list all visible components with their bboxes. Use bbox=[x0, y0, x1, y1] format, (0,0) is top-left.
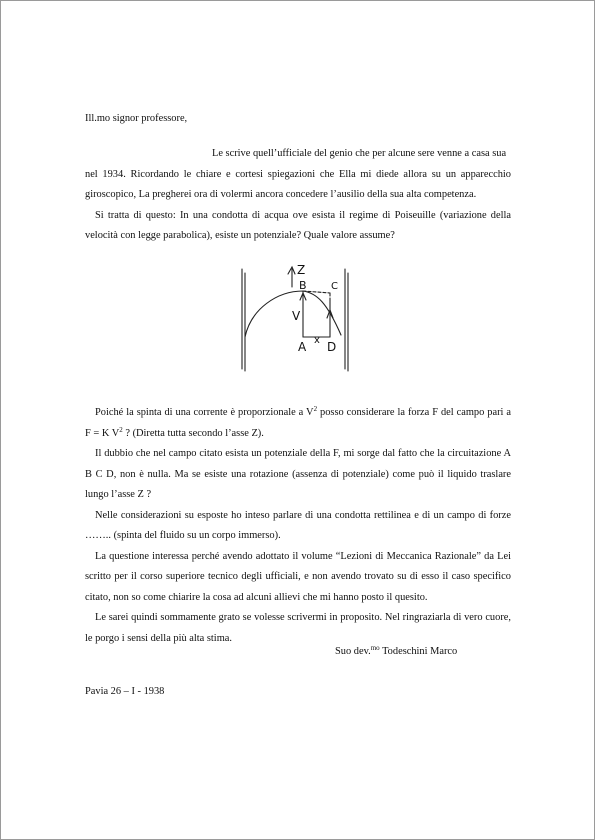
paragraph-5: Nelle considerazioni su esposte ho inteso parlare di una condotta rettilinea e di un campo di forze …….. (spinta del fluido su un corpo immerso). bbox=[85, 509, 511, 541]
paragraph-1-first-line: Le scrive quell’ufficiale del genio che per alcune sere venne a casa sua bbox=[212, 148, 507, 159]
paragraph-1 bbox=[85, 144, 511, 206]
sketch-figure bbox=[237, 265, 357, 373]
exponent-2: 2 bbox=[119, 425, 123, 434]
letter-body-top bbox=[85, 144, 511, 247]
place-date: Pavia 26 – I - 1938 bbox=[85, 686, 165, 697]
label-b: B bbox=[299, 279, 307, 292]
label-v: V bbox=[292, 309, 301, 323]
paragraph-1-rest: nel 1934. Ricordando le chiare e cortesi spiegazioni che Ella mi diede allora su un apparecchio giroscopico, La pregherei ora di volermi ancora concedere l’ausilio della sua alta competenza. bbox=[85, 168, 511, 200]
salutation: Ill.mo signor professore, bbox=[85, 113, 188, 124]
paragraph-2: Si tratta di questo: In una condotta di acqua ove esista il regime di Poiseuille (variazione della velocità con legge parabolica), esiste un potenziale? Quale valore assume? bbox=[85, 209, 511, 241]
exponent-1: 2 bbox=[313, 405, 318, 413]
paragraph-3 bbox=[85, 403, 511, 444]
paragraph-7: Le sarei quindi sommamente grato se volesse scrivermi in proposito. Nel ringraziarla di vero cuore, le porgo i sensi della più alta stima. bbox=[85, 612, 511, 644]
paragraph-3-part-a: Poiché la spinta di una corrente è proporzionale a V bbox=[95, 407, 314, 418]
paragraph-4: Il dubbio che nel campo citato esista un potenziale della F, mi sorge dal fatto che la circuitazione A B C D, non è nulla. Ma se esiste una rotazione (assenza di potenziale) come può il liquido traslare lungo l’asse Z ? bbox=[85, 448, 511, 500]
label-d: D bbox=[327, 340, 337, 354]
paragraph-3-part-c: ? (Diretta tutta secondo l’asse Z). bbox=[122, 427, 264, 439]
signature-superscript: mo bbox=[370, 644, 380, 652]
signature bbox=[335, 642, 457, 662]
signature-part-a: Suo dev. bbox=[335, 646, 371, 657]
letter-body-bottom bbox=[85, 403, 511, 649]
label-a: A bbox=[298, 340, 307, 354]
label-c: C bbox=[331, 281, 338, 292]
paragraph-3-part-b: posso considerare la forza F del campo pari a F = K V bbox=[85, 407, 511, 439]
paragraph-6: La questione interessa perché avendo adottato il volume “Lezioni di Meccanica Razionale” da Lei scritto per il corso superiore tecnico degli ufficiali, e non avendo trovato su di esso il caso specifico citato, non so come chiarire la cosa ad alcuni allievi che mi hanno posto il quesito. bbox=[85, 550, 511, 603]
signature-name: Todeschini Marco bbox=[379, 646, 458, 657]
label-x: x bbox=[314, 335, 320, 346]
label-z: Z bbox=[297, 263, 306, 277]
